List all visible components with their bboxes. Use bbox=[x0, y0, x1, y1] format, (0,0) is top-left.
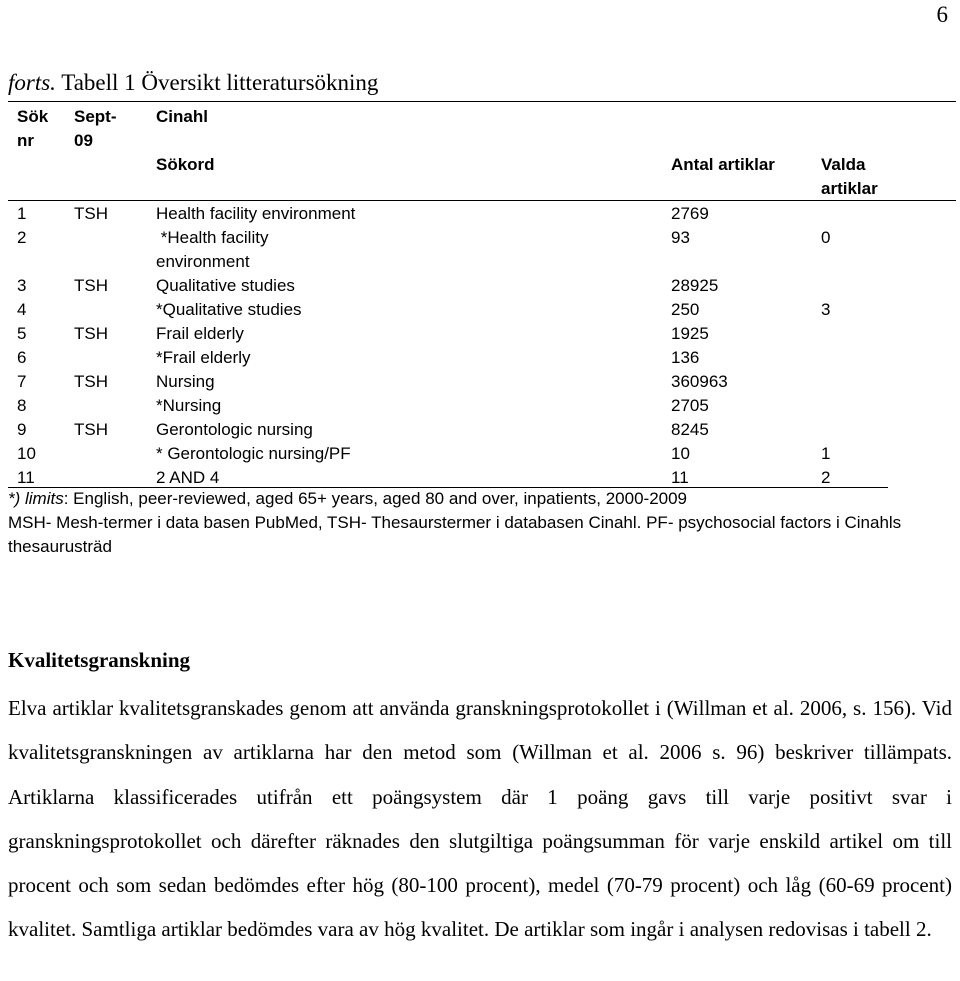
cell-db: TSH bbox=[74, 372, 108, 391]
page-number: 6 bbox=[936, 2, 948, 27]
cell-nr: 5 bbox=[17, 324, 27, 343]
cell-nr: 4 bbox=[17, 300, 27, 319]
cell-count: 2769 bbox=[671, 204, 709, 223]
header-antal-artiklar: Antal artiklar bbox=[671, 155, 775, 174]
cell-nr: 7 bbox=[17, 372, 27, 391]
cell-nr: 8 bbox=[17, 396, 27, 415]
cell-term: Health facility environment bbox=[156, 204, 356, 223]
table-row bbox=[0, 442, 960, 466]
cell-valda: 1 bbox=[821, 444, 831, 463]
cell-term: *Nursing bbox=[156, 396, 222, 415]
cell-term: *Frail elderly bbox=[156, 348, 251, 367]
cell-term: Nursing bbox=[156, 372, 215, 391]
table-body bbox=[0, 202, 960, 490]
header-artiklar: artiklar bbox=[821, 179, 878, 198]
table-row bbox=[0, 298, 960, 322]
cell-db: TSH bbox=[74, 420, 108, 439]
cell-valda: 0 bbox=[821, 228, 831, 247]
cell-term: *Health facility environment bbox=[156, 228, 274, 271]
section-heading: Kvalitetsgranskning bbox=[8, 648, 191, 672]
caption-title: Tabell 1 Översikt litteratursökning bbox=[61, 70, 379, 95]
cell-term: Frail elderly bbox=[156, 324, 244, 343]
cell-db: TSH bbox=[74, 276, 108, 295]
table-header-rule bbox=[8, 200, 956, 201]
cell-count: 28925 bbox=[671, 276, 719, 295]
table-row bbox=[0, 370, 960, 394]
limits-note bbox=[8, 487, 948, 511]
cell-count: 250 bbox=[671, 300, 700, 319]
header-year: 09 bbox=[74, 131, 93, 150]
header-database: Cinahl bbox=[156, 107, 208, 126]
table-row bbox=[0, 322, 960, 346]
cell-count: 360963 bbox=[671, 372, 728, 391]
cell-valda: 2 bbox=[821, 468, 831, 487]
header-sok: Sök bbox=[17, 107, 49, 126]
cell-db: TSH bbox=[74, 204, 108, 223]
body-paragraph: Elva artiklar kvalitetsgranskades genom att använda granskningsprotokollet i (Willman et al. 2006, s. 156). Vid kvalitetsgranskningen av artiklarna har den metod som (Willman et al. 2006 s. 96) beskriver tillämpats. Artiklarna klassificerades utifrån ett poängsystem där 1 poäng gavs till varje positivt svar i granskningsprotokollet och därefter räknades den slutgiltiga poängsumman för varje enskild artikel om till procent och som sedan bedömdes efter hög (80-100 procent), medel (70-79 procent) och låg (60-69 procent) kvalitet. Samtliga artiklar bedömdes vara av hög kvalitet. De artiklar som ingår i analysen redovisas i tabell 2. bbox=[8, 696, 952, 942]
cell-term: Gerontologic nursing bbox=[156, 420, 313, 439]
cell-count: 2705 bbox=[671, 396, 709, 415]
table-row bbox=[0, 394, 960, 418]
cell-nr: 11 bbox=[17, 468, 35, 487]
limits-text: : English, peer-reviewed, aged 65+ years, aged 80 and over, inpatients, 2000-2009 bbox=[63, 489, 688, 508]
cell-nr: 10 bbox=[17, 444, 36, 463]
cell-count: 8245 bbox=[671, 420, 709, 439]
table-top-rule bbox=[8, 101, 956, 102]
table-notes bbox=[8, 487, 948, 559]
cell-term: Qualitative studies bbox=[156, 276, 295, 295]
caption-prefix: forts. bbox=[8, 70, 56, 95]
table-row bbox=[0, 418, 960, 442]
cell-count: 1925 bbox=[671, 324, 709, 343]
cell-count: 93 bbox=[671, 228, 690, 247]
cell-count: 11 bbox=[671, 468, 689, 487]
table-row bbox=[0, 274, 960, 298]
cell-nr: 6 bbox=[17, 348, 27, 367]
cell-nr: 1 bbox=[17, 204, 27, 223]
header-valda: Valda bbox=[821, 155, 866, 174]
header-sept: Sept- bbox=[74, 107, 117, 126]
cell-count: 136 bbox=[671, 348, 700, 367]
cell-term: * Gerontologic nursing/PF bbox=[156, 444, 351, 463]
cell-count: 10 bbox=[671, 444, 690, 463]
header-nr: nr bbox=[17, 131, 34, 150]
cell-db: TSH bbox=[74, 324, 108, 343]
table-row bbox=[0, 346, 960, 370]
table-caption bbox=[8, 70, 378, 96]
table-row bbox=[0, 202, 960, 226]
header-sokord: Sökord bbox=[156, 155, 215, 174]
cell-term: *Qualitative studies bbox=[156, 300, 302, 319]
limits-label: *) limits bbox=[8, 489, 64, 508]
cell-nr: 3 bbox=[17, 276, 27, 295]
abbreviations-note: MSH- Mesh-termer i data basen PubMed, TSH- Thesaurstermer i databasen Cinahl. PF- psychosocial factors i Cinahls thesaurusträd bbox=[8, 513, 902, 556]
cell-valda: 3 bbox=[821, 300, 831, 319]
cell-nr: 9 bbox=[17, 420, 27, 439]
table-row bbox=[0, 226, 960, 274]
cell-term: 2 AND 4 bbox=[156, 468, 220, 487]
cell-nr: 2 bbox=[17, 228, 27, 247]
